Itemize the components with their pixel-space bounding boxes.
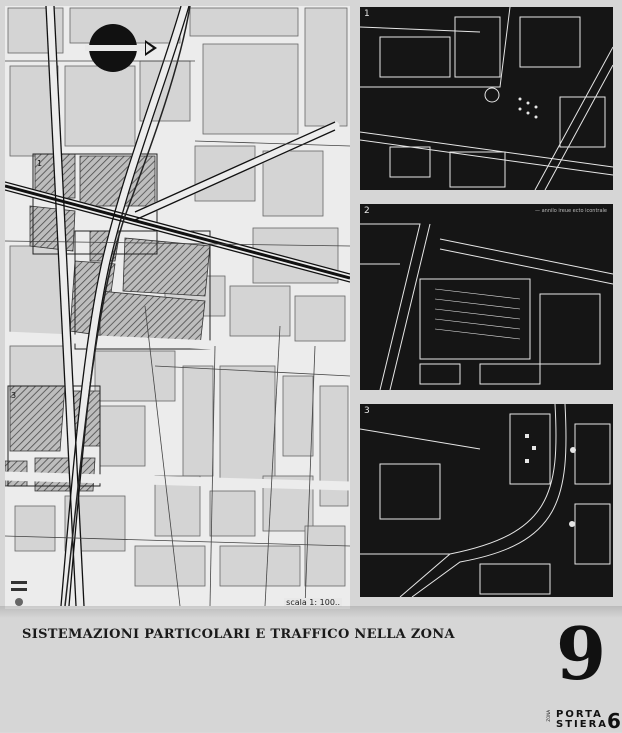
zone-tag-line-1: PORTA [556, 709, 603, 720]
zone-tag-small: ZONA [546, 710, 551, 722]
section-label-3: 3 [11, 391, 17, 400]
sheet-divider [0, 606, 622, 618]
scale-label: scala 1: 100.. [286, 598, 340, 607]
detail-plan-3 [360, 404, 613, 597]
detail-plan-1 [360, 7, 613, 190]
detail-2-caption: — annilo ireue ecto icontrale [535, 208, 608, 214]
zone-tag-number: 6 [607, 709, 621, 733]
plate-title: SISTEMAZIONI PARTICOLARI E TRAFFICO NELLA ZONA [22, 627, 455, 642]
detail-number-2: 2 [364, 206, 370, 216]
board-number: 9 [556, 611, 607, 696]
detail-number-1: 1 [364, 9, 370, 19]
detail-plan-2-graphic [360, 204, 613, 390]
zone-tag-line-2: STIERA [556, 719, 609, 730]
detail-plan-3-graphic [360, 404, 613, 597]
detail-plan-2 [360, 204, 613, 390]
map-graphic [5, 6, 350, 609]
section-label-1: 1 [37, 159, 43, 168]
detail-number-3: 3 [364, 406, 370, 416]
main-map [5, 6, 350, 609]
detail-plan-1-graphic [360, 7, 613, 190]
